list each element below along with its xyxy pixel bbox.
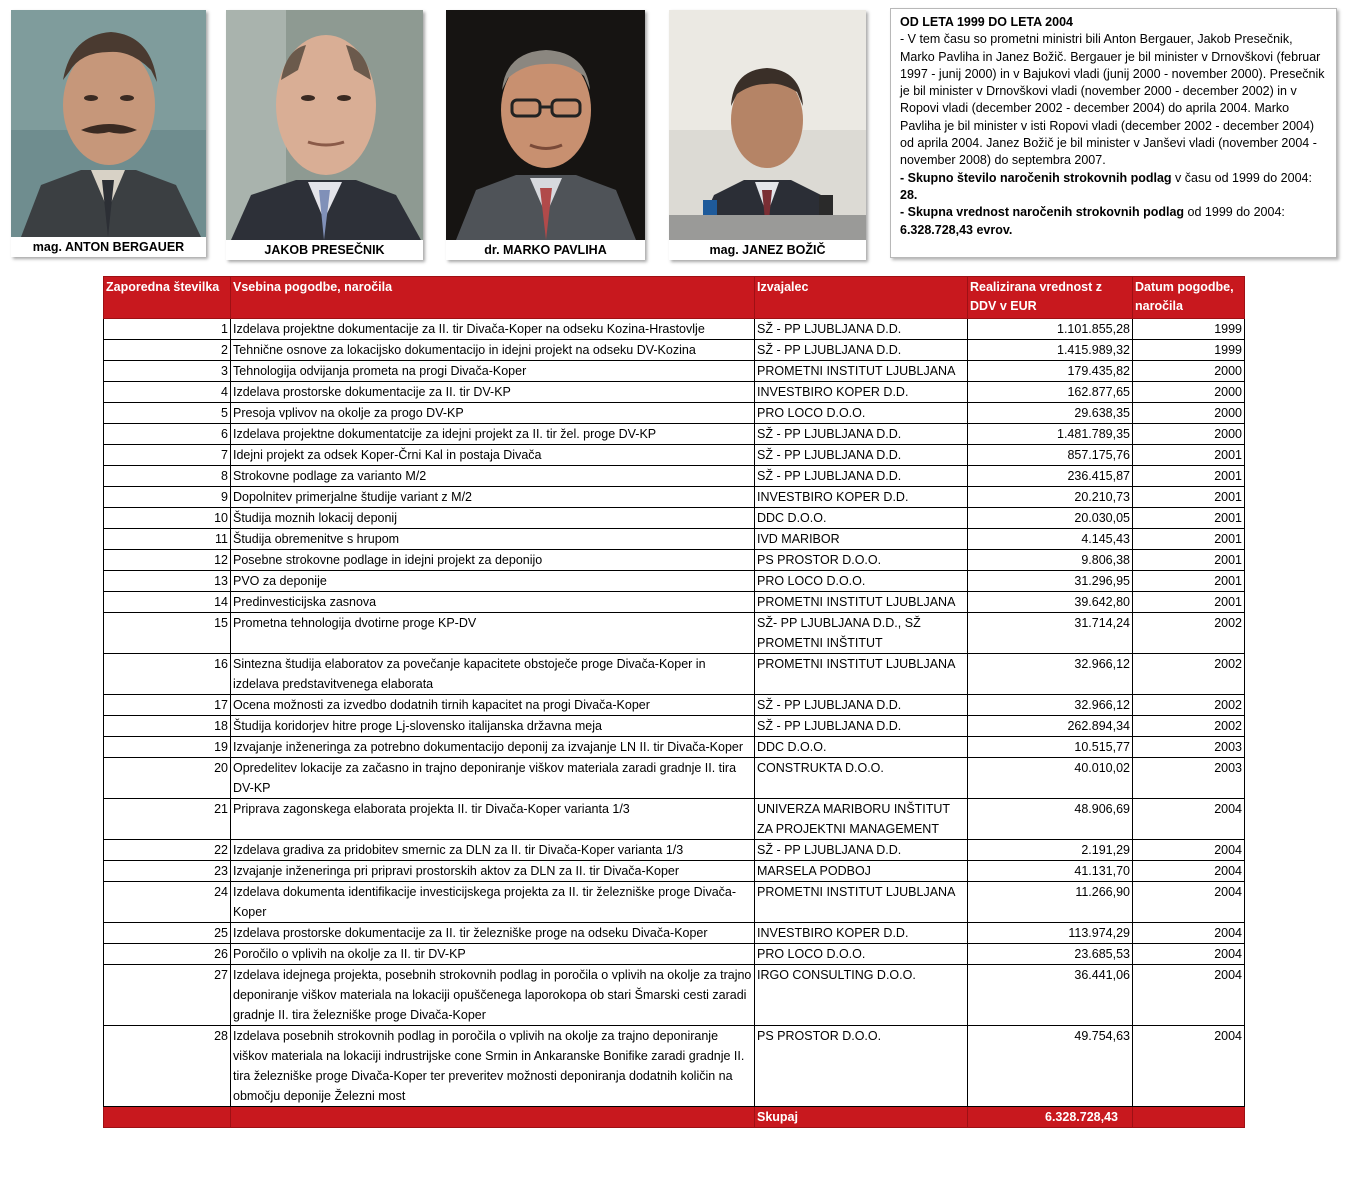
row-value: 20.030,05 [968, 508, 1133, 529]
info-value-text: od 1999 do 2004: [1184, 205, 1285, 220]
info-count-label: - Skupno število naročenih strokovnih podlag [900, 170, 1172, 185]
row-number: 11 [104, 529, 231, 550]
photo-caption: dr. MARKO PAVLIHA [446, 240, 645, 260]
row-contractor: PRO LOCO D.O.O. [755, 571, 968, 592]
table-row [104, 716, 1245, 737]
row-value: 236.415,87 [968, 466, 1133, 487]
table-row [104, 508, 1245, 529]
row-content: Tehnologija odvijanja prometa na progi Divača-Koper [231, 361, 755, 382]
col-header-value: Realizirana vrednost z DDV v EUR [968, 277, 1133, 319]
row-content: Prometna tehnologija dvotirne proge KP-DV [231, 613, 755, 654]
row-contractor: SŽ - PP LJUBLJANA D.D. [755, 840, 968, 861]
row-year: 2001 [1133, 592, 1245, 613]
table-row [104, 550, 1245, 571]
table-row [104, 529, 1245, 550]
row-value: 11.266,90 [968, 882, 1133, 923]
row-value: 1.415.989,32 [968, 340, 1133, 361]
row-year: 2000 [1133, 424, 1245, 445]
row-year: 2004 [1133, 923, 1245, 944]
row-contractor: CONSTRUKTA D.O.O. [755, 758, 968, 799]
row-contractor: PROMETNI INSTITUT LJUBLJANA [755, 361, 968, 382]
info-value [900, 204, 1327, 239]
photo-anton-bergauer [11, 10, 206, 257]
table-row [104, 695, 1245, 716]
row-year: 2001 [1133, 529, 1245, 550]
row-content: Izvajanje inženeringa za potrebno dokumentacijo deponij za izvajanje LN II. tir Divača-Koper [231, 737, 755, 758]
table-row [104, 737, 1245, 758]
portrait-image [226, 10, 423, 240]
row-number: 20 [104, 758, 231, 799]
table-row [104, 965, 1245, 1026]
row-number: 13 [104, 571, 231, 592]
row-contractor: PROMETNI INSTITUT LJUBLJANA [755, 592, 968, 613]
row-value: 4.145,43 [968, 529, 1133, 550]
row-content: Tehnične osnove za lokacijsko dokumentacijo in idejni projekt na odseku DV-Kozina [231, 340, 755, 361]
row-value: 41.131,70 [968, 861, 1133, 882]
row-contractor: SŽ - PP LJUBLJANA D.D. [755, 695, 968, 716]
row-content: Izvajanje inženeringa pri pripravi prostorskih aktov za DLN za II. tir Divača-Koper [231, 861, 755, 882]
total-cell-empty [1133, 1107, 1245, 1128]
row-value: 2.191,29 [968, 840, 1133, 861]
col-header-contractor: Izvajalec [755, 277, 968, 319]
photo-janez-bozic [669, 10, 866, 260]
row-contractor: INVESTBIRO KOPER D.D. [755, 382, 968, 403]
row-year: 2004 [1133, 882, 1245, 923]
row-value: 31.714,24 [968, 613, 1133, 654]
portrait-image [446, 10, 645, 240]
table-row [104, 571, 1245, 592]
row-content: Priprava zagonskega elaborata projekta II. tir Divača-Koper varianta 1/3 [231, 799, 755, 840]
row-year: 2004 [1133, 1026, 1245, 1107]
row-content: Poročilo o vplivih na okolje za II. tir DV-KP [231, 944, 755, 965]
row-contractor: SŽ - PP LJUBLJANA D.D. [755, 340, 968, 361]
info-title: OD LETA 1999 DO LETA 2004 [900, 15, 1073, 29]
row-number: 5 [104, 403, 231, 424]
row-content: Posebne strokovne podlage in idejni projekt za deponijo [231, 550, 755, 571]
table-body [104, 319, 1245, 1107]
table-header-row [104, 277, 1245, 319]
col-header-number: Zaporedna številka [104, 277, 231, 319]
total-cell-empty [104, 1107, 231, 1128]
row-value: 179.435,82 [968, 361, 1133, 382]
photo-jakob-presecnik [226, 10, 423, 260]
row-value: 262.894,34 [968, 716, 1133, 737]
table-row [104, 445, 1245, 466]
row-year: 2000 [1133, 403, 1245, 424]
row-number: 6 [104, 424, 231, 445]
info-body: - V tem času so prometni ministri bili Anton Bergauer, Jakob Presečnik, Marko Pavliha in Janez Božič. Bergauer je bil minister v Drnovškovi (februar 1997 - junij 2000) in v Bajukovi vladi (junij 2000 - november 2000). Presečnik je bil minister v Drnovškovi vladi (november 2000 - december 2002) in v Ropovi vladi (december 2002 - december 2004) do aprila 2004. Marko Pavliha je bil minister v isti Ropovi vladi (december 2002 - december 2004) od aprila 2004. Janez Božič je bil minister v Janševi vladi (november 2004 - november 2008) do septembra 2007. [900, 32, 1325, 168]
table-row [104, 654, 1245, 695]
row-value: 48.906,69 [968, 799, 1133, 840]
row-contractor: PS PROSTOR D.O.O. [755, 1026, 968, 1107]
row-contractor: UNIVERZA MARIBORU INŠTITUT ZA PROJEKTNI MANAGEMENT [755, 799, 968, 840]
row-number: 17 [104, 695, 231, 716]
row-contractor: PRO LOCO D.O.O. [755, 403, 968, 424]
row-year: 2001 [1133, 445, 1245, 466]
row-year: 2002 [1133, 654, 1245, 695]
row-number: 1 [104, 319, 231, 340]
table-total-row [104, 1107, 1245, 1128]
row-contractor: SŽ - PP LJUBLJANA D.D. [755, 424, 968, 445]
row-number: 24 [104, 882, 231, 923]
row-contractor: DDC D.O.O. [755, 508, 968, 529]
row-content: Izdelava dokumenta identifikacije investicijskega projekta za II. tir železniške proge Divača-Koper [231, 882, 755, 923]
info-box [890, 8, 1337, 258]
row-number: 22 [104, 840, 231, 861]
row-value: 162.877,65 [968, 382, 1133, 403]
row-contractor: PS PROSTOR D.O.O. [755, 550, 968, 571]
row-number: 18 [104, 716, 231, 737]
row-value: 36.441,06 [968, 965, 1133, 1026]
row-year: 2002 [1133, 613, 1245, 654]
col-header-content: Vsebina pogodbe, naročila [231, 277, 755, 319]
row-year: 1999 [1133, 340, 1245, 361]
table-row [104, 466, 1245, 487]
row-number: 15 [104, 613, 231, 654]
row-number: 27 [104, 965, 231, 1026]
row-contractor: MARSELA PODBOJ [755, 861, 968, 882]
row-year: 1999 [1133, 319, 1245, 340]
row-contractor: INVESTBIRO KOPER D.D. [755, 923, 968, 944]
info-value-value: 6.328.728,43 evrov. [900, 222, 1013, 237]
table-row [104, 758, 1245, 799]
row-content: Študija koridorjev hitre proge Lj-slovensko italijanska državna meja [231, 716, 755, 737]
info-value-label: - Skupna vrednost naročenih strokovnih podlag [900, 205, 1185, 220]
row-content: Sintezna študija elaboratov za povečanje kapacitete obstoječe proge Divača-Koper in izdelava predstavitvenega elaborata [231, 654, 755, 695]
row-number: 7 [104, 445, 231, 466]
portrait-image [669, 10, 866, 240]
row-year: 2000 [1133, 382, 1245, 403]
row-contractor: IRGO CONSULTING D.O.O. [755, 965, 968, 1026]
row-content: Opredelitev lokacije za začasno in trajno deponiranje viškov materiala zaradi gradnje II. tira DV-KP [231, 758, 755, 799]
row-value: 23.685,53 [968, 944, 1133, 965]
row-number: 16 [104, 654, 231, 695]
row-value: 113.974,29 [968, 923, 1133, 944]
row-value: 31.296,95 [968, 571, 1133, 592]
info-count [900, 170, 1327, 205]
row-contractor: IVD MARIBOR [755, 529, 968, 550]
row-content: Predinvesticijska zasnova [231, 592, 755, 613]
row-contractor: PROMETNI INSTITUT LJUBLJANA [755, 654, 968, 695]
row-content: Ocena možnosti za izvedbo dodatnih tirnih kapacitet na progi Divača-Koper [231, 695, 755, 716]
photo-caption: mag. ANTON BERGAUER [11, 237, 206, 257]
table-row [104, 1026, 1245, 1107]
table-row [104, 382, 1245, 403]
row-contractor: PROMETNI INSTITUT LJUBLJANA [755, 882, 968, 923]
contracts-table [103, 276, 1245, 1128]
row-value: 1.101.855,28 [968, 319, 1133, 340]
row-year: 2004 [1133, 944, 1245, 965]
total-cell-empty [231, 1107, 755, 1128]
row-year: 2002 [1133, 695, 1245, 716]
row-number: 19 [104, 737, 231, 758]
row-year: 2000 [1133, 361, 1245, 382]
row-number: 14 [104, 592, 231, 613]
row-year: 2001 [1133, 550, 1245, 571]
row-year: 2001 [1133, 571, 1245, 592]
row-content: Izdelava posebnih strokovnih podlag in poročila o vplivih na okolje za trajno deponiranje viškov materiala na lokaciji indrustrijske cone Srmin in Ankaranske Bonifike zaradi gradnje II. tira železniške proge Divača-Koper ter preveritev možnosti deponiranja dodatnih količin na območju deponije Železni most [231, 1026, 755, 1107]
table-row [104, 944, 1245, 965]
photo-marko-pavliha [446, 10, 645, 260]
row-year: 2001 [1133, 487, 1245, 508]
table-row [104, 613, 1245, 654]
row-year: 2004 [1133, 861, 1245, 882]
table-row [104, 487, 1245, 508]
row-number: 25 [104, 923, 231, 944]
row-number: 21 [104, 799, 231, 840]
table-row [104, 923, 1245, 944]
table-row [104, 861, 1245, 882]
row-content: Izdelava prostorske dokumentacije za II. tir DV-KP [231, 382, 755, 403]
table-row [104, 319, 1245, 340]
row-number: 10 [104, 508, 231, 529]
row-value: 49.754,63 [968, 1026, 1133, 1107]
info-count-value: 28. [900, 187, 918, 202]
table-row [104, 424, 1245, 445]
row-value: 32.966,12 [968, 695, 1133, 716]
row-number: 12 [104, 550, 231, 571]
col-header-date: Datum pogodbe, naročila [1133, 277, 1245, 319]
total-value: 6.328.728,43 [968, 1107, 1133, 1128]
row-value: 29.638,35 [968, 403, 1133, 424]
row-number: 9 [104, 487, 231, 508]
row-number: 2 [104, 340, 231, 361]
photo-caption: JAKOB PRESEČNIK [226, 240, 423, 260]
row-number: 8 [104, 466, 231, 487]
row-content: PVO za deponije [231, 571, 755, 592]
row-contractor: SŽ - PP LJUBLJANA D.D. [755, 319, 968, 340]
row-year: 2002 [1133, 716, 1245, 737]
row-value: 9.806,38 [968, 550, 1133, 571]
table-row [104, 340, 1245, 361]
row-year: 2004 [1133, 840, 1245, 861]
row-content: Izdelava idejnega projekta, posebnih strokovnih podlag in poročila o vplivih na okolje za trajno deponiranje viškov materiala na lokaciji opuščenega laporokopa ob stari Šmarski cesti zaradi gradnje II. tira železniške proge Divača-Koper [231, 965, 755, 1026]
table-row [104, 361, 1245, 382]
row-year: 2003 [1133, 737, 1245, 758]
row-value: 10.515,77 [968, 737, 1133, 758]
row-number: 26 [104, 944, 231, 965]
row-content: Študija moznih lokacij deponij [231, 508, 755, 529]
row-year: 2003 [1133, 758, 1245, 799]
row-contractor: SŽ - PP LJUBLJANA D.D. [755, 716, 968, 737]
row-contractor: INVESTBIRO KOPER D.D. [755, 487, 968, 508]
total-label: Skupaj [755, 1107, 968, 1128]
row-number: 3 [104, 361, 231, 382]
row-content: Izdelava prostorske dokumentacije za II. tir železniške proge na odseku Divača-Koper [231, 923, 755, 944]
table-row [104, 799, 1245, 840]
row-year: 2001 [1133, 466, 1245, 487]
photo-caption: mag. JANEZ BOŽIČ [669, 240, 866, 260]
row-content: Presoja vplivov na okolje za progo DV-KP [231, 403, 755, 424]
portrait-image [11, 10, 206, 237]
row-value: 32.966,12 [968, 654, 1133, 695]
row-content: Strokovne podlage za varianto M/2 [231, 466, 755, 487]
row-contractor: SŽ- PP LJUBLJANA D.D., SŽ PROMETNI INŠTITUT [755, 613, 968, 654]
row-content: Izdelava projektne dokumentacije za II. tir Divača-Koper na odseku Kozina-Hrastovlje [231, 319, 755, 340]
row-value: 20.210,73 [968, 487, 1133, 508]
table-row [104, 592, 1245, 613]
row-contractor: SŽ - PP LJUBLJANA D.D. [755, 445, 968, 466]
row-year: 2004 [1133, 965, 1245, 1026]
row-content: Študija obremenitve s hrupom [231, 529, 755, 550]
row-content: Dopolnitev primerjalne študije variant z M/2 [231, 487, 755, 508]
row-value: 857.175,76 [968, 445, 1133, 466]
row-content: Izdelava gradiva za pridobitev smernic za DLN za II. tir Divača-Koper varianta 1/3 [231, 840, 755, 861]
row-value: 39.642,80 [968, 592, 1133, 613]
table-row [104, 840, 1245, 861]
row-number: 28 [104, 1026, 231, 1107]
row-number: 4 [104, 382, 231, 403]
row-value: 40.010,02 [968, 758, 1133, 799]
info-count-text: v času od 1999 do 2004: [1171, 170, 1312, 185]
table-row [104, 882, 1245, 923]
row-content: Izdelava projektne dokumentatcije za idejni projekt za II. tir žel. proge DV-KP [231, 424, 755, 445]
row-year: 2004 [1133, 799, 1245, 840]
row-year: 2001 [1133, 508, 1245, 529]
row-value: 1.481.789,35 [968, 424, 1133, 445]
table-row [104, 403, 1245, 424]
row-contractor: SŽ - PP LJUBLJANA D.D. [755, 466, 968, 487]
row-number: 23 [104, 861, 231, 882]
row-contractor: PRO LOCO D.O.O. [755, 944, 968, 965]
row-contractor: DDC D.O.O. [755, 737, 968, 758]
row-content: Idejni projekt za odsek Koper-Črni Kal in postaja Divača [231, 445, 755, 466]
